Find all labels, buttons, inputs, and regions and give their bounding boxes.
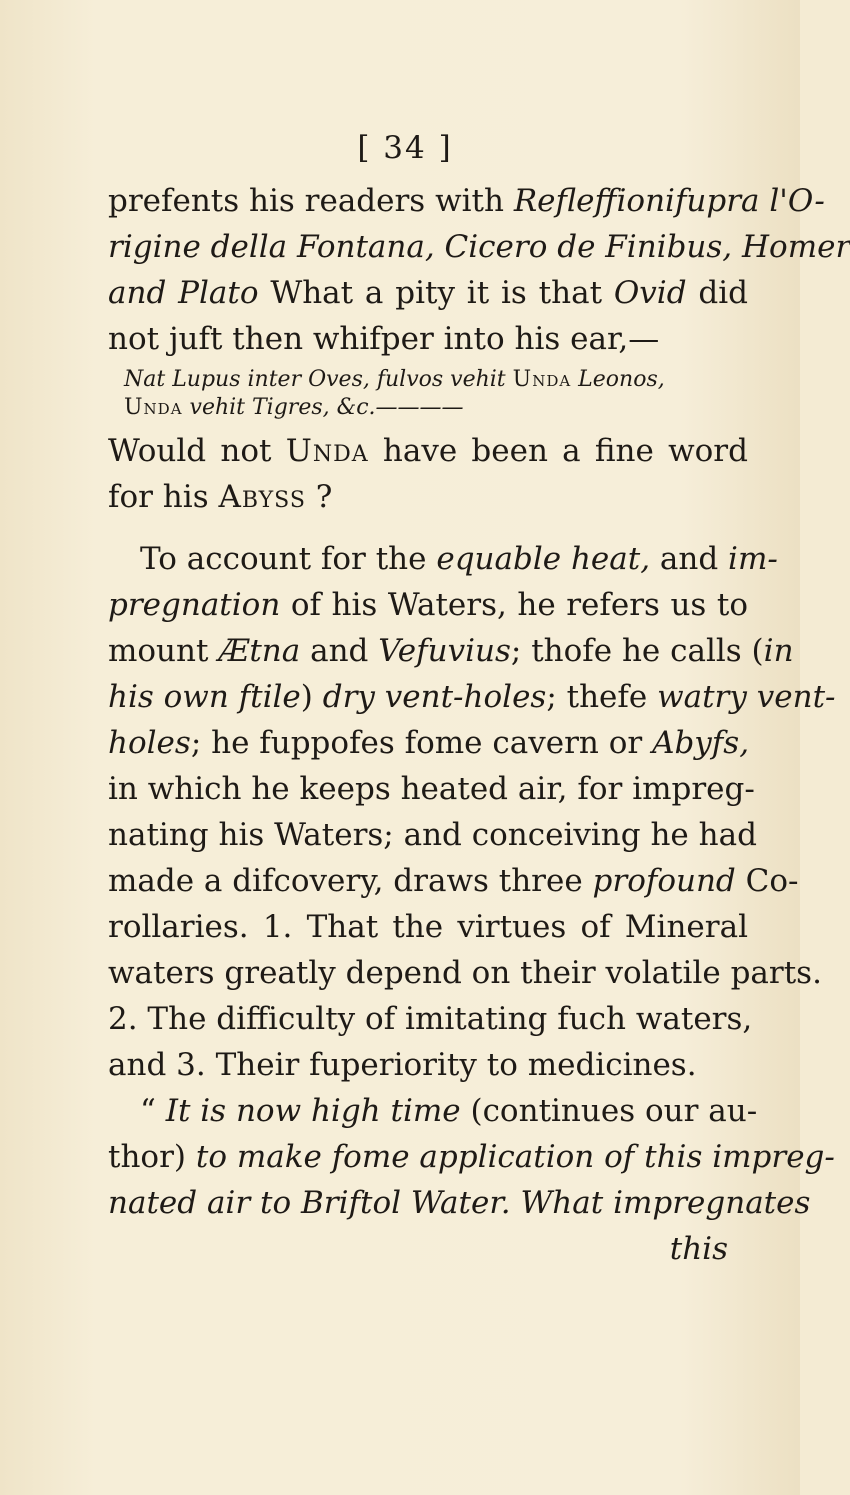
line-segment: To account for the <box>140 541 437 577</box>
italic-title: Refleffionifupra l'O- <box>513 183 825 219</box>
italic-phrase: equable heat, <box>436 541 651 577</box>
italic-phrase: watry vent- <box>657 679 836 715</box>
italic-name: Ovid <box>613 275 687 311</box>
line-segment: have been a fine word <box>368 433 748 469</box>
catchword-text: this <box>669 1231 728 1267</box>
italic-phrase: profound <box>592 863 736 899</box>
italic-phrase: pregnation <box>108 587 281 623</box>
text-line <box>108 536 778 582</box>
text-line <box>108 858 799 904</box>
catchword <box>108 1226 748 1272</box>
text-line <box>108 950 822 996</box>
text-line <box>108 474 748 520</box>
line-segment: waters greatly depend on their volatile parts. <box>108 955 822 991</box>
text-line <box>108 270 748 316</box>
quote-segment: Leonos, <box>571 367 665 392</box>
line-segment: not juft then whifper into his ear,— <box>108 321 660 357</box>
text-line <box>108 178 825 224</box>
text-line <box>108 582 748 628</box>
italic-name: Vefuvius <box>378 633 511 669</box>
quote-segment: vehit Tigres, &c.———— <box>182 395 464 420</box>
text-line <box>108 1180 811 1226</box>
text-line <box>108 316 748 362</box>
italic-phrase: Abyfs, <box>652 725 750 761</box>
text-line <box>108 766 755 812</box>
latin-quote-line <box>108 366 748 394</box>
text-line <box>108 1042 748 1088</box>
line-segment: and 3. Their fuperiority to medicines. <box>108 1047 697 1083</box>
line-segment: of his Waters, he refers us to <box>280 587 748 623</box>
small-caps-word: Abyss <box>218 479 306 515</box>
line-segment: (continues our au- <box>460 1093 758 1129</box>
line-segment: What a pity it is that <box>258 275 614 311</box>
text-line <box>108 812 757 858</box>
line-segment: did <box>686 275 748 311</box>
line-segment: ? <box>305 479 333 515</box>
line-segment: ; he fuppofes fome cavern or <box>190 725 653 761</box>
small-caps-word: Unda <box>285 433 369 469</box>
italic-phrase: holes <box>108 725 191 761</box>
italic-phrase: im- <box>728 541 778 577</box>
line-segment: for his <box>108 479 219 515</box>
italic-title: rigine della Fontana, Cicero de Finibus, Homer <box>108 229 850 265</box>
line-segment: and <box>650 541 729 577</box>
italic-phrase: to make fome application of this impreg- <box>195 1139 835 1175</box>
line-segment: “ <box>140 1093 166 1129</box>
text-line <box>108 720 748 766</box>
line-segment: nating his Waters; and conceiving he had <box>108 817 757 853</box>
quote-segment: Nat Lupus inter Oves, fulvos vehit <box>124 367 513 392</box>
line-segment: and <box>300 633 379 669</box>
page-number-header: [ 34 ] <box>357 130 453 166</box>
italic-phrase: in <box>763 633 794 669</box>
body-text <box>108 178 850 1272</box>
small-caps-word: Unda <box>512 367 572 392</box>
italic-name: Ætna <box>218 633 301 669</box>
text-line <box>108 628 794 674</box>
line-segment: thor) <box>108 1139 196 1175</box>
line-segment: ; thefe <box>546 679 658 715</box>
italic-phrase: nated air to Briftol Water. What impregnates <box>108 1185 811 1221</box>
text-line <box>108 674 836 720</box>
text-line <box>108 224 850 270</box>
line-segment: 2. The difficulty of imitating fuch waters, <box>108 1001 753 1037</box>
text-line <box>108 996 753 1042</box>
line-segment: rollaries. 1. That the virtues of Mineral <box>108 909 748 945</box>
line-segment: mount <box>108 633 219 669</box>
text-line <box>108 1134 835 1180</box>
small-caps-word: Unda <box>124 395 183 420</box>
line-segment: made a difcovery, draws three <box>108 863 593 899</box>
italic-title: and Plato <box>108 275 259 311</box>
text-line <box>108 428 748 474</box>
line-segment: ) <box>300 679 323 715</box>
line-segment: Co- <box>735 863 799 899</box>
italic-phrase: dry vent-holes <box>322 679 547 715</box>
text-line <box>108 904 748 950</box>
text-line <box>108 1088 758 1134</box>
italic-phrase: It is now high time <box>165 1093 461 1129</box>
italic-phrase: his own ftile <box>108 679 301 715</box>
line-segment: in which he keeps heated air, for impreg- <box>108 771 755 807</box>
line-segment: prefents his readers with <box>108 183 514 219</box>
latin-quote-line <box>108 394 748 422</box>
line-segment: ; thofe he calls ( <box>510 633 764 669</box>
line-segment: Would not <box>108 433 286 469</box>
